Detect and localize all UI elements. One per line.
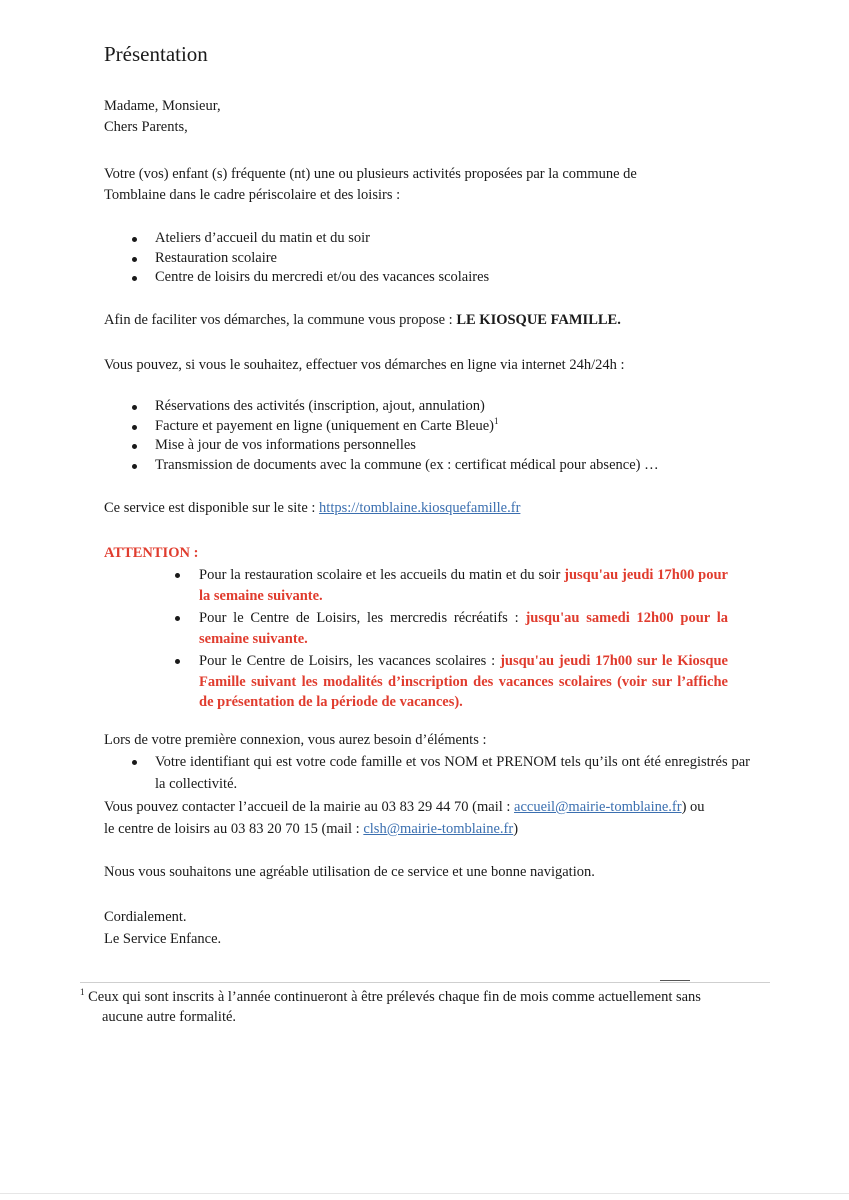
attention-deadline: jusqu'au jeudi 17h00 sur le Kiosque Famille suivant les modalités d’inscription des vacances scolaires (voir sur l’affiche de présentation de la période de vacances). xyxy=(199,653,728,710)
list-item xyxy=(104,417,659,437)
signature xyxy=(104,906,221,950)
attention-heading: ATTENTION : xyxy=(104,545,199,561)
footnote-separator xyxy=(80,982,770,983)
footnote xyxy=(80,987,760,1027)
signature-line-2: Le Service Enfance. xyxy=(104,931,222,947)
list-item-text: Facture et payement en ligne (uniquement en Carte Bleue) xyxy=(155,417,495,434)
mairie-email-link[interactable]: accueil@mairie-tomblaine.fr xyxy=(514,799,682,815)
footnote-reference: 1 xyxy=(494,415,499,426)
greeting-line-2: Chers Parents, xyxy=(104,119,188,135)
intro-line-2: Tomblaine dans le cadre périscolaire et des loisirs : xyxy=(104,187,401,203)
list-item: Restauration scolaire xyxy=(104,249,489,269)
list-item xyxy=(150,608,728,649)
footnote-line-1: Ceux qui sont inscrits à l’année continueront à être prélevés chaque fin de mois comme actuellement sans xyxy=(84,989,701,1005)
kiosque-paragraph xyxy=(104,310,621,331)
page-title: Présentation xyxy=(104,42,208,66)
closing-paragraph: Nous vous souhaitons une agréable utilisation de ce service et une bonne navigation. xyxy=(104,864,595,880)
intro-line-1: Votre (vos) enfant (s) fréquente (nt) une ou plusieurs activités proposées par la commune de xyxy=(104,166,637,182)
attention-deadline: jusqu'au samedi 12h00 pour la semaine suivante. xyxy=(199,610,728,647)
attention-text: Pour le Centre de Loisirs, les mercredis récréatifs : xyxy=(199,610,526,626)
list-item: Transmission de documents avec la commune (ex : certificat médical pour absence) … xyxy=(104,456,659,476)
online-intro: Vous pouvez, si vous le souhaitez, effectuer vos démarches en ligne via internet 24h/24h : xyxy=(104,357,625,373)
first-login-list xyxy=(104,751,750,795)
footnote-marker: 1 xyxy=(80,987,85,998)
list-item xyxy=(150,651,728,713)
list-item: Centre de loisirs du mercredi et/ou des vacances scolaires xyxy=(104,268,489,288)
list-item: Réservations des activités (inscription, ajout, annulation) xyxy=(104,397,659,417)
site-text: Ce service est disponible sur le site : xyxy=(104,500,320,516)
attention-text: Pour le Centre de Loisirs, les vacances scolaires : xyxy=(199,653,501,669)
contact-text: ) ou xyxy=(681,799,705,815)
first-login-intro: Lors de votre première connexion, vous aurez besoin d’éléments : xyxy=(104,732,487,748)
contact-text: ) xyxy=(513,821,519,837)
clsh-email-link[interactable]: clsh@mairie-tomblaine.fr xyxy=(363,821,514,837)
intro-paragraph xyxy=(104,164,637,206)
footnote-separator-mark xyxy=(660,980,690,981)
greeting xyxy=(104,96,221,138)
footnote-line-2: aucune autre formalité. xyxy=(102,1009,237,1025)
site-paragraph xyxy=(104,498,520,519)
online-services-list xyxy=(104,397,659,475)
list-item xyxy=(150,565,728,606)
contact-paragraph xyxy=(104,796,705,840)
page-bottom-edge xyxy=(0,1193,849,1194)
greeting-line-1: Madame, Monsieur, xyxy=(104,98,221,114)
contact-text: le centre de loisirs au 03 83 20 70 15 (mail : xyxy=(104,821,364,837)
signature-line-1: Cordialement. xyxy=(104,909,187,925)
attention-deadline: jusqu'au jeudi 17h00 pour la semaine suivante. xyxy=(199,567,728,604)
list-item: Ateliers d’accueil du matin et du soir xyxy=(104,229,489,249)
contact-text: Vous pouvez contacter l’accueil de la mairie au 03 83 29 44 70 (mail : xyxy=(104,799,515,815)
list-item: Mise à jour de vos informations personnelles xyxy=(104,436,659,456)
list-item: Votre identifiant qui est votre code famille et vos NOM et PRENOM tels qu’ils ont été enregistrés par la collectivité. xyxy=(104,751,750,795)
kiosque-name: LE KIOSQUE FAMILLE. xyxy=(456,312,621,328)
attention-text: Pour la restauration scolaire et les accueils du matin et du soir xyxy=(199,567,565,583)
kiosque-text: Afin de faciliter vos démarches, la commune vous propose : xyxy=(104,312,457,328)
site-link[interactable]: https://tomblaine.kiosquefamille.fr xyxy=(319,500,521,516)
activities-list xyxy=(104,229,489,288)
attention-list xyxy=(150,565,728,715)
